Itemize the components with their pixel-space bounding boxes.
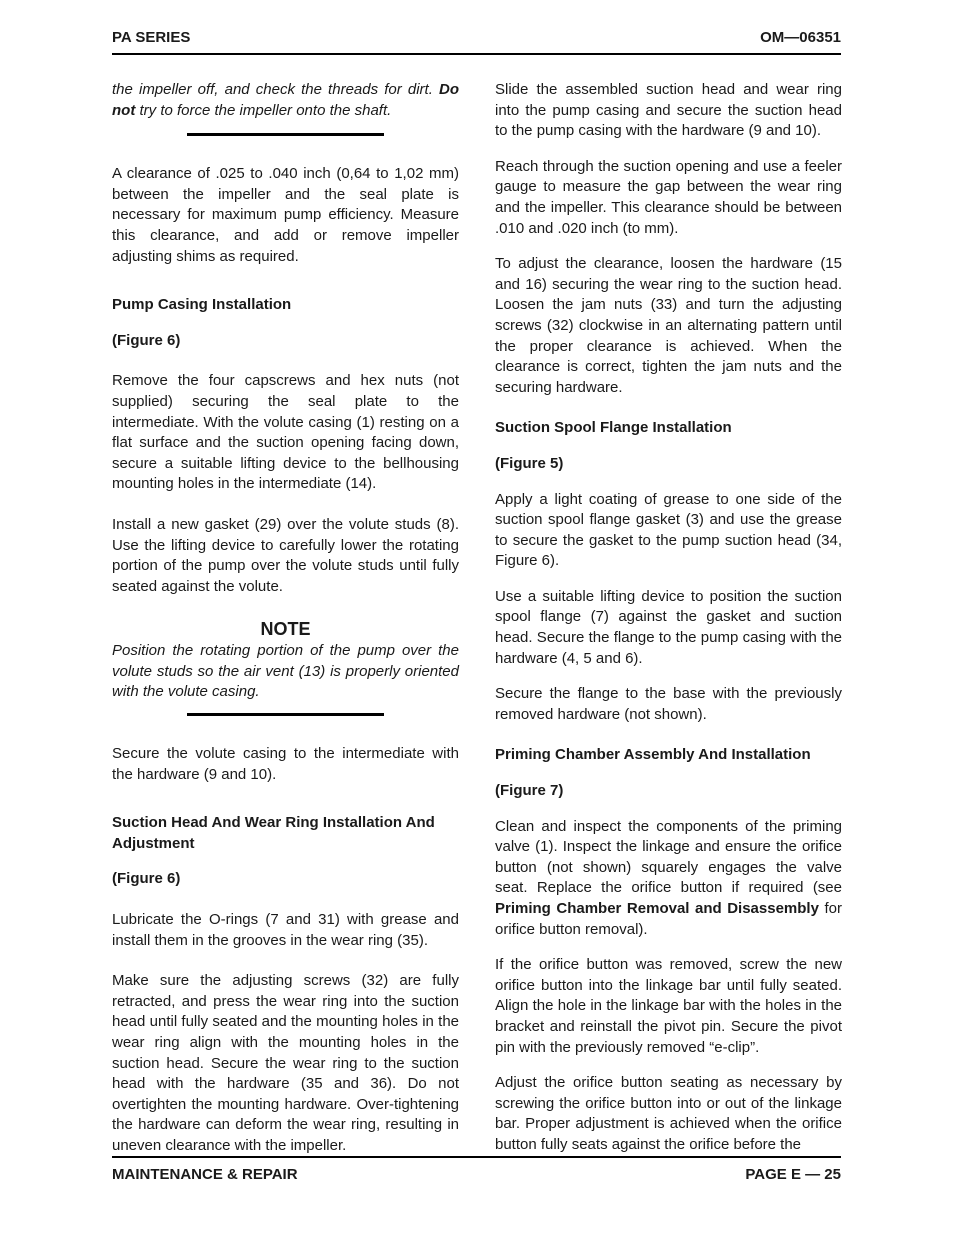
warning-end-rule	[187, 133, 384, 136]
paragraph-secure-volute: Secure the volute casing to the intermediate with the hardware (9 and 10).	[112, 745, 459, 783]
header-doc-number: OM—06351	[760, 29, 841, 46]
paragraph-adjust-seating: Adjust the orifice button seating as necessary by screwing the orifice button into or out of the linkage bar. Proper adjustment is achieved when the orifice button fully seats against the orifice before the	[495, 1074, 842, 1153]
paragraph-adjusting-screws: Make sure the adjusting screws (32) are fully retracted, and press the wear ring into the suction head until fully seated and the mounting holes in the wear ring align with the mounting holes in the suction head. Secure the wear ring to the suction head with the hardware (35 and 36). Do not overtighten the mounting hardware. Over-tightening the hardware can deform the wear ring, resulting in uneven clearance with the impeller.	[112, 972, 459, 1154]
heading-suction-head-wear-ring: Suction Head And Wear Ring Installation And Adjustment	[112, 814, 435, 852]
page-header	[112, 29, 841, 46]
figure-ref: (Figure 7)	[495, 782, 564, 800]
paragraph-feeler-gauge: Reach through the suction opening and use a feeler gauge to measure the gap between the wear ring and the impeller. This clearance should be between .010 and .020 inch (to mm).	[495, 157, 842, 237]
header-rule	[112, 53, 841, 55]
paragraph-position-flange: Use a suitable lifting device to position the suction spool flange (7) against the gasket and suction head. Secure the flange to the pump casing with the hardware (4, 5 and 6).	[495, 587, 842, 667]
continued-paragraph: the impeller off, and check the threads for dirt. Do not try to force the impeller onto the shaft.	[112, 81, 459, 119]
note-text: Position the rotating portion of the pump over the volute studs so the air vent (13) is properly oriented with the volute casing.	[112, 642, 459, 701]
heading-suction-spool-flange: Suction Spool Flange Installation	[495, 419, 732, 437]
clearance-paragraph: A clearance of .025 to .040 inch (0,64 to 1,02 mm) between the impeller and the seal plate is necessary for maximum pump efficiency. Measure this clearance, and add or remove impeller adjusting shims as required.	[112, 165, 459, 265]
heading-priming-chamber: Priming Chamber Assembly And Installation	[495, 746, 811, 764]
paragraph-install-gasket: Install a new gasket (29) over the volute studs (8). Use the lifting device to carefully lower the rotating portion of the pump over the volute studs until fully seated against the volute.	[112, 515, 459, 595]
header-series: PA SERIES	[112, 29, 191, 46]
paragraph-clean-inspect: Clean and inspect the components of the priming valve (1). Inspect the linkage and ensure the orifice button (not shown) squarely engages the valve seat. Replace the orifice button if required (see Priming Chamber Removal and Disassembly for orifice button removal).	[495, 817, 842, 938]
footer-page-number: PAGE E — 25	[745, 1166, 841, 1183]
note-title: NOTE	[260, 619, 311, 640]
right-column	[495, 80, 842, 1156]
paragraph-slide-suction-head: Slide the assembled suction head and wear ring into the pump casing and secure the suction head to the pump casing with the hardware (9 and 10).	[495, 81, 842, 140]
heading-pump-casing-installation: Pump Casing Installation	[112, 296, 292, 314]
paragraph-apply-grease: Apply a light coating of grease to one side of the suction spool flange gasket (3) and use the grease to secure the gasket to the pump suction head (34, Figure 6).	[495, 490, 842, 570]
note-end-rule	[187, 713, 384, 716]
paragraph-lubricate-orings: Lubricate the O-rings (7 and 31) with grease and install them in the grooves in the wear ring (35).	[112, 911, 459, 949]
figure-ref: (Figure 5)	[495, 454, 564, 472]
page-footer	[112, 1166, 841, 1183]
paragraph-orifice-button: If the orifice button was removed, screw the new orifice button into the linkage bar until fully seated. Align the hole in the linkage bar with the holes in the bracket and reinstall the pivot pin. Secure the pivot pin with the previously removed “e-clip”.	[495, 956, 842, 1056]
paragraph-remove-capscrews: Remove the four capscrews and hex nuts (not supplied) securing the seal plate to the intermediate. With the volute casing (1) resting on a flat surface and the suction opening facing down, secure a suitable lifting device to the bellhousing mounting holes in the intermediate (14).	[112, 372, 459, 493]
figure-ref: (Figure 6)	[112, 870, 181, 888]
figure-ref: (Figure 6)	[112, 331, 181, 349]
left-column	[112, 80, 459, 1157]
paragraph-secure-flange-base: Secure the flange to the base with the previously removed hardware (not shown).	[495, 685, 842, 723]
paragraph-adjust-clearance: To adjust the clearance, loosen the hardware (15 and 16) securing the wear ring to the suction head. Loosen the jam nuts (33) and turn the adjusting screws (32) clockwise in an alternating pattern until the proper clearance is achieved. When the clearance is correct, tighten the jam nuts and the securing hardware.	[495, 255, 842, 396]
footer-rule	[112, 1156, 841, 1158]
footer-section: MAINTENANCE & REPAIR	[112, 1166, 298, 1183]
